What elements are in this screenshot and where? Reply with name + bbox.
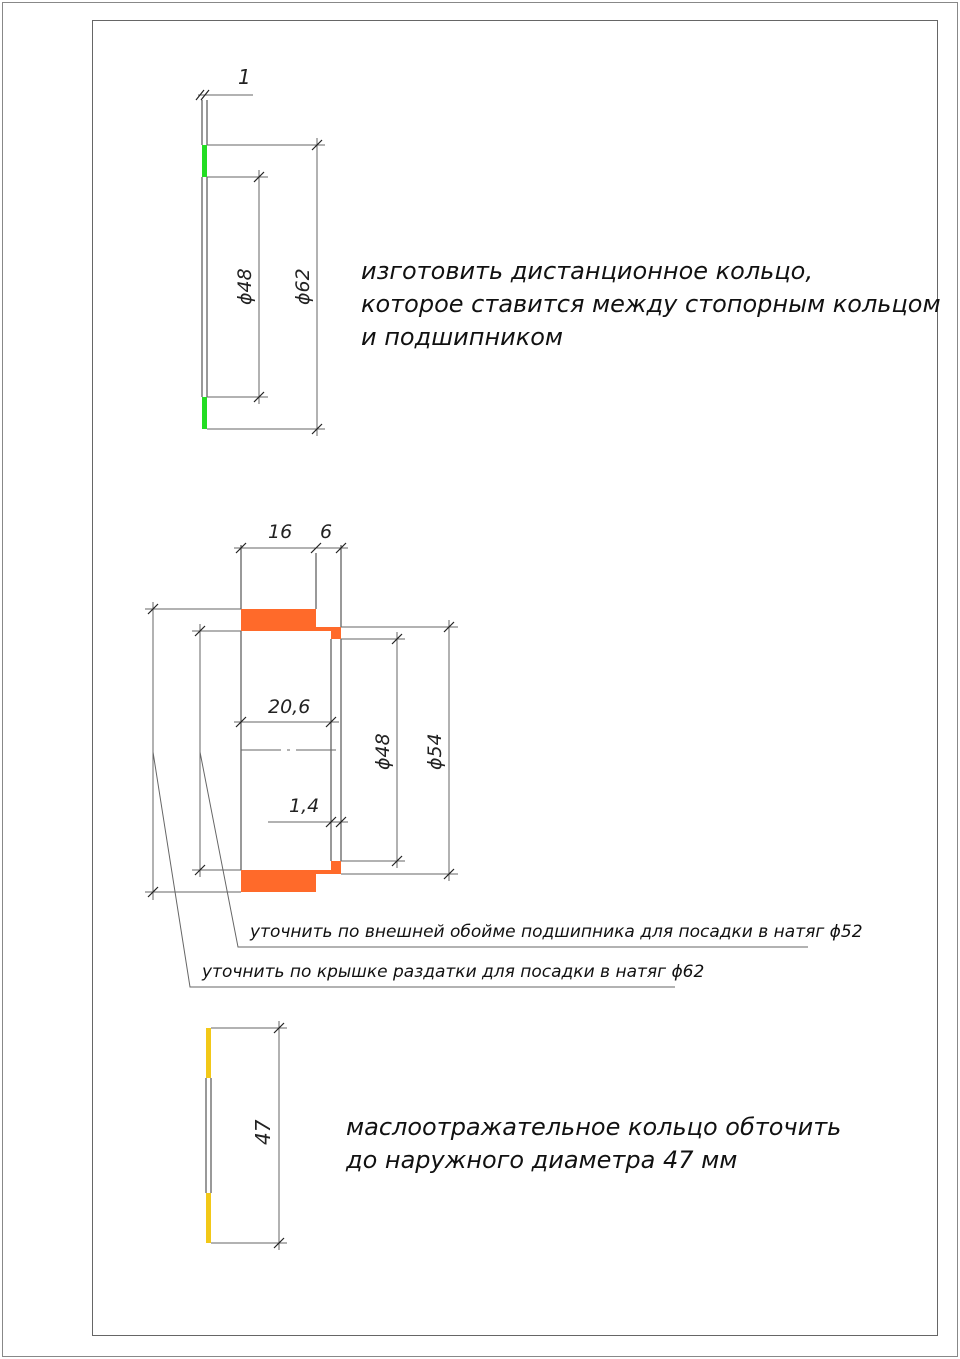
sleeve-length-step-label: 6 — [320, 521, 333, 543]
spacer-note-line-3: и подшипником — [361, 323, 564, 351]
drawing-spacer-ring — [196, 65, 941, 436]
spacer-inner-diameter-label: ϕ48 — [234, 268, 256, 305]
spacer-ring-top-section — [202, 145, 207, 177]
oil-ring-diameter-label: 47 — [251, 1119, 275, 1145]
sleeve-leader-note-1: уточнить по внешней обойме подшипника для посадки в натяг ϕ52 — [250, 922, 863, 942]
drawing-sleeve — [145, 521, 863, 987]
sleeve-top-section — [241, 609, 341, 639]
spacer-outer-diameter-label: ϕ62 — [292, 268, 314, 305]
spacer-note-line-1: изготовить дистанционное кольцо, — [361, 257, 813, 285]
sleeve-length-main-label: 16 — [268, 521, 293, 543]
spacer-note-line-2: которое ставится между стопорным кольцом — [361, 290, 941, 318]
spacer-ring-bottom-section — [202, 397, 207, 429]
sleeve-inner-diameter-label: ϕ48 — [372, 733, 394, 770]
oil-ring-note-line-1: маслоотражательное кольцо обточить — [346, 1113, 842, 1141]
spacer-thickness-label: 1 — [238, 65, 251, 89]
oil-ring-bottom-section — [206, 1193, 211, 1243]
sleeve-leader-note-2: уточнить по крышке раздатки для посадки в натяг ϕ62 — [202, 962, 705, 982]
sleeve-groove-label: 1,4 — [289, 795, 320, 817]
sleeve-inner-length-label: 20,6 — [268, 696, 311, 718]
drawing-oil-ring — [206, 1021, 841, 1250]
sleeve-bottom-section — [241, 861, 341, 892]
sleeve-step-diameter-label: ϕ54 — [424, 733, 446, 770]
oil-ring-note-line-2: до наружного диаметра 47 мм — [346, 1146, 738, 1174]
oil-ring-top-section — [206, 1028, 211, 1078]
